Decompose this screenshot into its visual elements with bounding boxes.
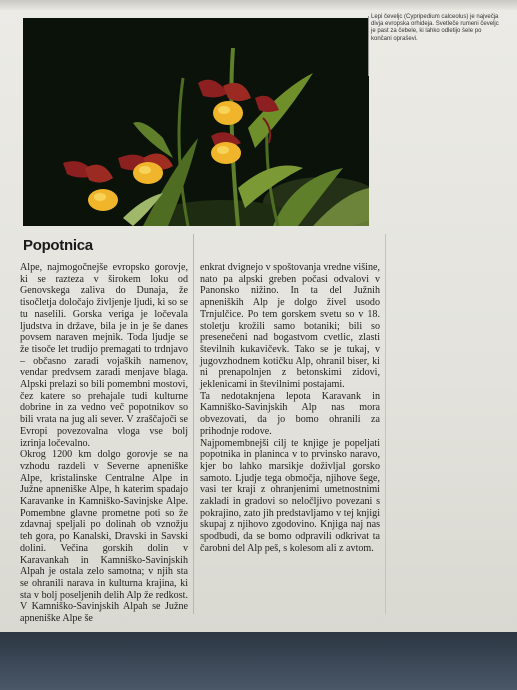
- paragraph: Najpomembnejši cilj te knjige je popeljati popotnika in planinca v to prvinsko naravo, kjer bo lahko marsikje doživljal gorsko samoto. Ljudje tega območja, njihove šege, vasi ter kraji z ohranjenimi umetnostnimi zakladi in gradovi so neločljivo povezani s pokrajino, zato jih predstavljamo v tej knjigi skupaj z njihovo zgodovino. Knjiga naj nas spodbudi, da se bomo odpravili odkrivat ta čarobni del Alp peš, s kolesom ali z avtom.: [200, 437, 380, 554]
- caption-rule: [368, 16, 369, 76]
- paragraph: Okrog 1200 km dolgo gorovje se na vzhodu razdeli v Severne apneniške Alpe, kristalinske Centralne Alpe in Južne apneniške Alpe, h katerim spadajo Karavanke in Kamniško-Savinjske Alpe. Pomembne glavne prometne poti so že zdavnaj speljali po dolinah ob vznožju teh gora, po Kanalski, Dravski in Savski dolini. Večina gorskih dolin v Karavankah in Kamniško-Savinjskih Alpah je ostala zelo samotna; v njih sta se ohranili narava in kulturna krajina, ki sta v bolj poseljenih delih Alp že redkost. V Kamniško-Savinjskih Alpah se Južne apneniške Alpe še: [20, 449, 188, 625]
- text-column-right: [200, 262, 380, 555]
- paragraph: Alpe, najmogočnejše evropsko gorovje, ki se razteza v širokem loku od Genovskega zaliva do Dunaja, že tisočletja določajo življenje ljudi, ki so se tu naselili. Gorska veriga je ločevala ljudstva in države, bila je in je še danes povsem naraven mejnik. Toda ljudje se že tisoče let trudijo premagati to trdnjavo – občasno zaradi vojaških namenov, vendar predvsem zaradi menjave blaga. Alpski prelazi so bili pomembni mostovi, čez katere so prehajale tudi kulturne dobrine in za vedno več popotnikov so bili vrata na jug ali sever. V zraščajoči se Evropi povezovalna vloga vse bolj izrinja ločevalno.: [20, 262, 188, 449]
- caption-text: Lepi čeveljc (Cypripedium calceolus) je največja divja evropska orhideja. Svetleče rumeni čeveljc je past za čebele, ki lahko odletijo šele po končani opraševi.: [371, 14, 499, 42]
- table-surface: [0, 632, 517, 690]
- paragraph: enkrat dvignejo v spoštovanja vredne višine, nato pa alpski greben počasi odvalovi v Panonsko nižino. In ta del Južnih apneniških Alp je dolgo živel usodo Trnjulčice. Po tem gorskem svetu so v 18. stoletju krožili samo botaniki; bili so presenečeni nad bogastvom cvetlic, zlasti številnih kukavičevk. Tako se je tukaj, v jugovzhodnem kotičku Alp, ohranil biser, ki ni prenapolnjen z betonskimi zidovi, jeklenicami in številnimi postajami.: [200, 262, 380, 391]
- page-edge: [0, 0, 517, 10]
- paragraph: Ta nedotaknjena lepota Karavank in Kamniško-Savinjskih Alp nas mora obvezovati, da jo bomo ohranili za prihodnje rodove.: [200, 390, 380, 437]
- article-title: Popotnica: [23, 237, 93, 254]
- text-column-left: [20, 262, 188, 625]
- margin-rule: [385, 234, 386, 614]
- photo-caption: [371, 14, 503, 43]
- column-divider: [193, 234, 194, 614]
- orchid-photo: [23, 18, 369, 226]
